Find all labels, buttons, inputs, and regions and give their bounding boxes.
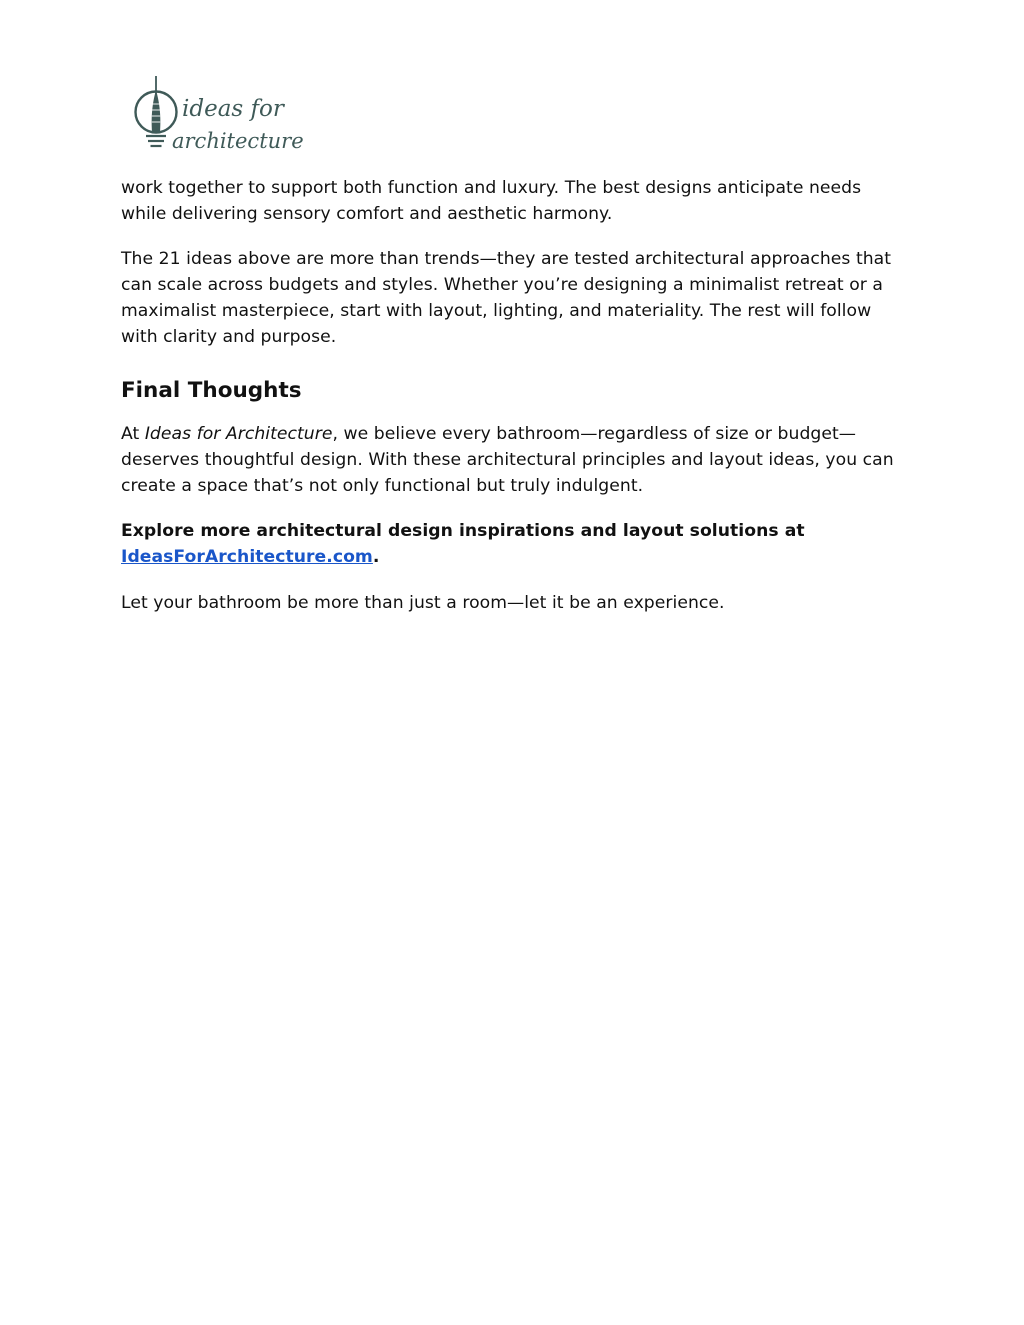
- para3-rest: , we believe every bathroom—regardless of size or budget—deserves thoughtful design. With these architectural principles and layout ideas, you can create a space that’s not only functional but truly indulgent.: [121, 424, 894, 496]
- explore-text: Explore more architectural design inspirations and layout solutions at: [121, 521, 805, 542]
- paragraph-explore: [121, 519, 911, 570]
- explore-period: .: [372, 547, 380, 568]
- article-body: [121, 176, 911, 636]
- paragraph-closing: Let your bathroom be more than just a room—let it be an experience.: [121, 592, 725, 613]
- paragraph-intro: work together to support both function and luxury. The best designs anticipate needs while delivering sensory comfort and aesthetic harmony.: [121, 178, 862, 224]
- tower-icon: [132, 74, 304, 156]
- section-heading: Final Thoughts: [121, 378, 302, 404]
- logo-line1: ideas for: [182, 96, 284, 122]
- para3-prefix: At: [121, 424, 145, 445]
- paragraph-final-thoughts: [121, 422, 911, 499]
- website-link[interactable]: IdeasForArchitecture.com: [121, 547, 373, 568]
- logo-line2: architecture: [172, 129, 304, 153]
- brand-name: Ideas for Architecture: [144, 424, 333, 445]
- brand-logo: [132, 74, 304, 156]
- paragraph-summary: The 21 ideas above are more than trends—they are tested architectural approaches that can scale across budgets and styles. Whether you’re designing a minimalist retreat or a maximalist masterpiece, start with layout, lighting, and materiality. The rest will follow with clarity and purpose.: [121, 249, 892, 347]
